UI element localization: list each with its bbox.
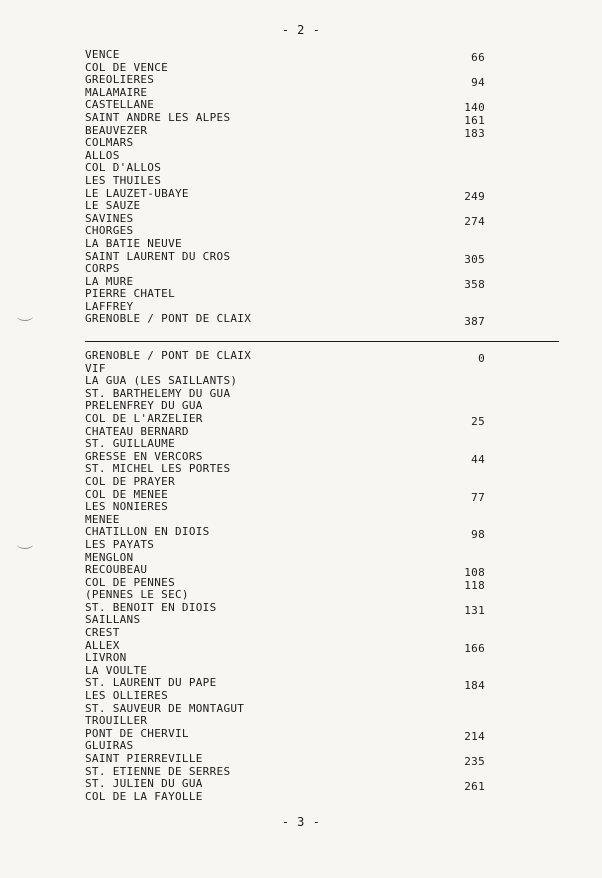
place-name: PRELENFREY DU GUA <box>85 399 203 413</box>
page-number-top: - 2 - <box>281 23 321 37</box>
route-row <box>85 263 485 276</box>
place-name: LES OLLIERES <box>85 689 169 703</box>
place-name: SAVINES <box>85 211 134 225</box>
route-row <box>85 413 485 426</box>
distance-km: 161 <box>464 113 485 127</box>
place-name: LAFFREY <box>85 299 134 313</box>
place-name: SAILLANS <box>85 613 141 627</box>
place-name: GRESSE EN VERCORS <box>85 449 203 463</box>
distance-km: 44 <box>471 452 485 466</box>
route-list-section-2 <box>85 350 485 803</box>
route-row <box>85 602 485 615</box>
place-name: ST. ETIENNE DE SERRES <box>85 764 231 778</box>
place-name: MENGLON <box>85 550 134 564</box>
place-name: GLUIRAS <box>85 739 134 753</box>
place-name: COL DE L'ARZELIER <box>85 411 203 425</box>
route-row <box>85 501 485 514</box>
route-row <box>85 213 485 226</box>
place-name: COL DE MENEE <box>85 487 169 501</box>
distance-km: 25 <box>471 414 485 428</box>
place-name: MENEE <box>85 512 120 526</box>
distance-km: 214 <box>464 729 485 743</box>
route-row <box>85 200 485 213</box>
place-name: CHATILLON EN DIOIS <box>85 525 210 539</box>
distance-km: 184 <box>464 679 485 693</box>
place-name: GREOLIERES <box>85 73 155 87</box>
distance-km: 66 <box>471 51 485 64</box>
route-row <box>85 476 485 489</box>
route-row <box>85 640 485 653</box>
route-row <box>85 753 485 766</box>
route-row <box>85 375 485 388</box>
route-row <box>85 312 485 329</box>
route-row <box>85 175 485 188</box>
place-name: MALAMAIRE <box>85 85 148 99</box>
place-name: LES NONIERES <box>85 500 169 514</box>
place-name: ST. BARTHELEMY DU GUA <box>85 386 231 400</box>
route-row <box>85 589 485 602</box>
punch-hole-mark <box>17 540 33 549</box>
route-row <box>85 791 485 804</box>
place-name: LE LAUZET-UBAYE <box>85 186 189 200</box>
distance-km: 387 <box>464 315 485 329</box>
distance-km: 235 <box>464 755 485 768</box>
route-row <box>85 238 485 251</box>
punch-hole-mark <box>17 312 33 321</box>
route-row <box>85 73 485 90</box>
place-name: ST. LAURENT DU PAPE <box>85 676 217 690</box>
route-list-section-1 <box>85 48 485 329</box>
place-name: GRENOBLE / PONT DE CLAIX <box>85 312 252 326</box>
route-row <box>85 251 485 264</box>
place-name: SAINT ANDRE LES ALPES <box>85 110 231 124</box>
distance-km: 261 <box>464 780 485 794</box>
place-name: COL DE LA FAYOLLE <box>85 789 203 803</box>
distance-km: 140 <box>464 101 485 115</box>
place-name: ST. GUILLAUME <box>85 437 175 451</box>
route-row <box>85 125 485 138</box>
route-row <box>85 715 485 728</box>
place-name: VENCE <box>85 48 120 61</box>
place-name: LA VOULTE <box>85 663 148 677</box>
route-row <box>85 438 485 451</box>
place-name: LA MURE <box>85 274 134 288</box>
distance-km: 183 <box>464 126 485 140</box>
route-row <box>85 652 485 665</box>
route-row <box>85 614 485 627</box>
route-row <box>85 288 485 301</box>
place-name: (PENNES LE SEC) <box>85 588 189 602</box>
place-name: PONT DE CHERVIL <box>85 726 189 740</box>
place-name: LES PAYATS <box>85 537 155 551</box>
distance-km: 0 <box>478 352 485 365</box>
distance-km: 108 <box>464 566 485 580</box>
distance-km: 305 <box>464 252 485 266</box>
place-name: LE SAUZE <box>85 199 141 213</box>
route-row <box>85 188 485 201</box>
place-name: LA BATIE NEUVE <box>85 236 182 250</box>
place-name: COLMARS <box>85 136 134 150</box>
place-name: CASTELLANE <box>85 98 155 112</box>
place-name: SAINT PIERREVILLE <box>85 752 203 765</box>
place-name: ST. MICHEL LES PORTES <box>85 462 231 476</box>
distance-km: 166 <box>464 641 485 655</box>
distance-km: 77 <box>471 490 485 504</box>
route-row <box>85 49 485 62</box>
place-name: ALLEX <box>85 638 120 652</box>
distance-km: 118 <box>464 578 485 592</box>
place-name: ST. SAUVEUR DE MONTAGUT <box>85 701 245 715</box>
distance-km: 98 <box>471 528 485 542</box>
route-row <box>85 690 485 703</box>
route-row <box>85 350 485 363</box>
place-name: CHATEAU BERNARD <box>85 424 189 438</box>
place-name: ST. BENOIT EN DIOIS <box>85 600 217 614</box>
distance-km: 249 <box>464 189 485 203</box>
route-row <box>85 112 485 125</box>
place-name: VIF <box>85 361 106 375</box>
section-divider <box>85 341 559 342</box>
place-name: COL D'ALLOS <box>85 161 162 175</box>
place-name: PIERRE CHATEL <box>85 287 175 301</box>
place-name: TROUILLER <box>85 714 148 728</box>
place-name: BEAUVEZER <box>85 123 148 137</box>
place-name: COL DE PRAYER <box>85 474 175 488</box>
place-name: ALLOS <box>85 148 120 162</box>
place-name: LES THUILES <box>85 173 162 187</box>
distance-km: 94 <box>471 76 485 90</box>
page-number-bottom: - 3 - <box>281 815 321 829</box>
place-name: RECOUBEAU <box>85 563 148 577</box>
distance-km: 358 <box>464 277 485 291</box>
place-name: COL DE PENNES <box>85 575 175 589</box>
route-row <box>85 627 485 640</box>
place-name: CHORGES <box>85 224 134 238</box>
place-name: ST. JULIEN DU GUA <box>85 777 203 791</box>
place-name: SAINT LAURENT DU CROS <box>85 249 231 263</box>
place-name: COL DE VENCE <box>85 60 169 74</box>
place-name: GRENOBLE / PONT DE CLAIX <box>85 349 252 362</box>
route-row <box>85 563 485 580</box>
place-name: CREST <box>85 626 120 640</box>
distance-km: 131 <box>464 603 485 617</box>
place-name: CORPS <box>85 262 120 276</box>
place-name: LA GUA (LES SAILLANTS) <box>85 374 238 388</box>
route-row <box>85 728 485 741</box>
route-row <box>85 777 485 794</box>
distance-km: 274 <box>464 214 485 228</box>
route-row <box>85 137 485 150</box>
place-name: LIVRON <box>85 651 127 665</box>
route-row <box>85 539 485 552</box>
